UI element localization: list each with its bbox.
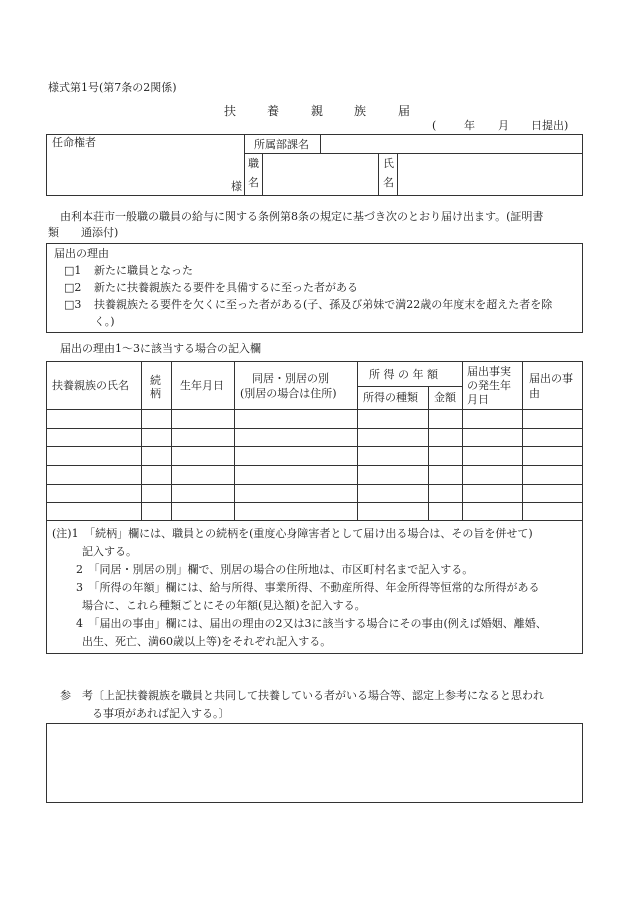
post-label: 名 bbox=[248, 176, 259, 189]
reason-text: 扶養親族たる要件を欠くに至った者がある(子、孫及び弟妹で満22歳の年度末を超えた者を除 bbox=[94, 298, 553, 311]
col-header-income: 所 得 の 年 額 bbox=[369, 368, 438, 381]
date-month: 月 bbox=[498, 119, 509, 132]
date-open: ( bbox=[432, 119, 437, 132]
col-header-event-date: 届出事実 bbox=[467, 365, 511, 378]
col-header-residence: 同居・別居の別 bbox=[252, 372, 329, 385]
col-header-event-date: 月日 bbox=[467, 393, 489, 406]
title-char: 親 bbox=[311, 104, 324, 118]
table-caption: 届出の理由1～3に該当する場合の記入欄 bbox=[60, 342, 261, 355]
col-header-reason: 届出の事 bbox=[529, 372, 573, 385]
intro-text: 類 通添付) bbox=[48, 226, 119, 239]
reason-checkbox[interactable]: □3 bbox=[64, 298, 82, 311]
reasons-heading: 届出の理由 bbox=[54, 247, 109, 260]
reference-text: 参 考〔上記扶養親族を職員と共同して扶養している者がいる場合等、認定上参考になると思われ bbox=[60, 689, 544, 702]
note-line: 記入する。 bbox=[82, 545, 137, 558]
name-label: 名 bbox=[383, 176, 394, 189]
note-line: 場合に、これら種類ごとにその年額(見込額)を記入する。 bbox=[82, 599, 366, 612]
reason-text: 新たに職員となった bbox=[94, 264, 193, 277]
reference-text: る事項があれば記入する。〕 bbox=[92, 707, 230, 720]
title-char: 届 bbox=[398, 104, 411, 118]
note-line: 4 「届出の事由」欄には、届出の理由の2又は3に該当する場合にその事由(例えば婚姻、離婚、 bbox=[76, 617, 547, 630]
honorific: 様 bbox=[231, 180, 242, 193]
dept-label: 所属部課名 bbox=[254, 138, 309, 151]
reason-checkbox[interactable]: □2 bbox=[64, 281, 82, 294]
date-year: 年 bbox=[464, 119, 475, 132]
note-line: 出生、死亡、満60歳以上等)をそれぞれ記入する。 bbox=[82, 635, 332, 648]
note-line: (注)1 「続柄」欄には、職員との続柄を(重度心身障害者として届け出る場合は、その旨を併せて) bbox=[52, 527, 533, 540]
col-header-relation: 続 bbox=[150, 374, 161, 387]
reference-box[interactable] bbox=[46, 723, 583, 803]
note-line: 3 「所得の年額」欄には、給与所得、事業所得、不動産所得、年金所得等恒常的な所得がある bbox=[76, 581, 540, 594]
col-header-name: 扶養親族の氏名 bbox=[52, 379, 129, 392]
title-char: 養 bbox=[267, 104, 280, 118]
title-char: 族 bbox=[354, 104, 367, 118]
date-day: 日提出) bbox=[531, 119, 569, 132]
form-number: 様式第1号(第7条の2関係) bbox=[48, 81, 177, 94]
col-header-residence: (別居の場合は住所) bbox=[240, 387, 337, 400]
col-header-income-type: 所得の種類 bbox=[363, 391, 418, 404]
appointer-label: 任命権者 bbox=[52, 136, 96, 149]
col-header-birthdate: 生年月日 bbox=[180, 379, 224, 392]
reason-text-cont: く。) bbox=[94, 315, 115, 328]
reason-checkbox[interactable]: □1 bbox=[64, 264, 82, 277]
reason-text: 新たに扶養親族たる要件を具備するに至った者がある bbox=[94, 281, 358, 294]
name-label: 氏 bbox=[383, 157, 394, 170]
title-char: 扶 bbox=[224, 104, 237, 118]
intro-text: 由利本荘市一般職の職員の給与に関する条例第8条の規定に基づき次のとおり届け出ます。(証明書 bbox=[60, 210, 544, 223]
col-header-relation: 柄 bbox=[150, 387, 161, 400]
post-label: 職 bbox=[248, 157, 259, 170]
col-header-income-amount: 金額 bbox=[434, 391, 456, 404]
header-box bbox=[46, 134, 583, 196]
col-header-event-date: の発生年 bbox=[467, 379, 511, 392]
note-line: 2 「同居・別居の別」欄で、別居の場合の住所地は、市区町村名まで記入する。 bbox=[76, 563, 474, 576]
col-header-reason: 由 bbox=[529, 387, 540, 400]
date-line bbox=[0, 120, 630, 134]
